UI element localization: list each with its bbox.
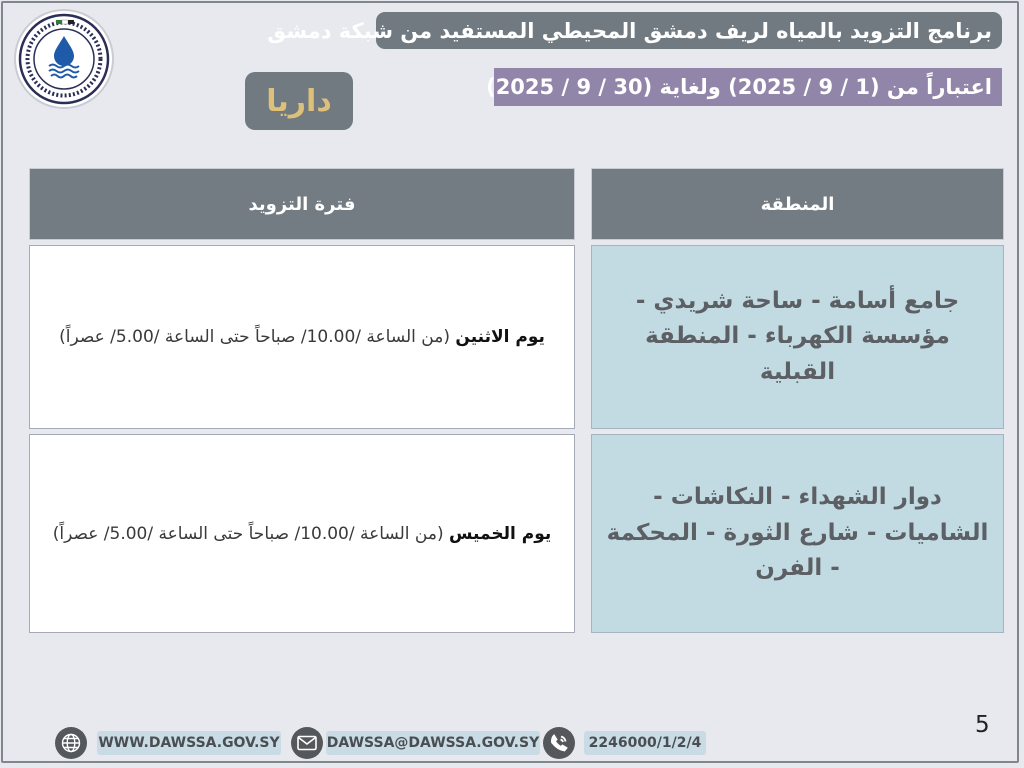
area-text: جامع أسامة - ساحة شريدي - مؤسسة الكهرباء - المنطقة القبلية bbox=[635, 287, 960, 385]
globe-icon bbox=[55, 727, 87, 759]
supply-time: (من الساعة /10.00/ صباحاً حتى الساعة /5.00/ عصراً) bbox=[59, 327, 450, 347]
date-range: اعتباراً من (1 / 9 / 2025) ولغاية (30 / 9 / 2025) bbox=[494, 68, 1002, 106]
header-supply-period: فترة التزويد bbox=[29, 168, 575, 240]
phone-icon bbox=[543, 727, 575, 759]
email-link[interactable]: DAWSSA@DAWSSA.GOV.SY bbox=[326, 731, 540, 755]
city-badge: داريا bbox=[245, 72, 353, 130]
supply-day: يوم الاثنين bbox=[455, 327, 545, 347]
area-cell bbox=[591, 245, 1004, 429]
supply-period-cell bbox=[29, 434, 575, 633]
envelope-icon bbox=[291, 727, 323, 759]
website-link[interactable]: WWW.DAWSSA.GOV.SY bbox=[97, 731, 281, 755]
area-text: دوار الشهداء - النكاشات - الشاميات - شارع الثورة - المحكمة - الفرن bbox=[606, 484, 989, 582]
header-area: المنطقة bbox=[591, 168, 1004, 240]
main-title: برنامج التزويد بالمياه لريف دمشق المحيطي المستفيد من شبكة دمشق bbox=[376, 12, 1002, 49]
supply-day: يوم الخميس bbox=[449, 523, 552, 544]
supply-time: (من الساعة /10.00/ صباحاً حتى الساعة /5.00/ عصراً) bbox=[52, 523, 444, 544]
water-drop-logo bbox=[16, 11, 112, 107]
page-number: 5 bbox=[975, 712, 990, 738]
phone-number[interactable]: 2246000/1/2/4 bbox=[584, 731, 706, 755]
area-cell bbox=[591, 434, 1004, 633]
supply-period-cell bbox=[29, 245, 575, 429]
